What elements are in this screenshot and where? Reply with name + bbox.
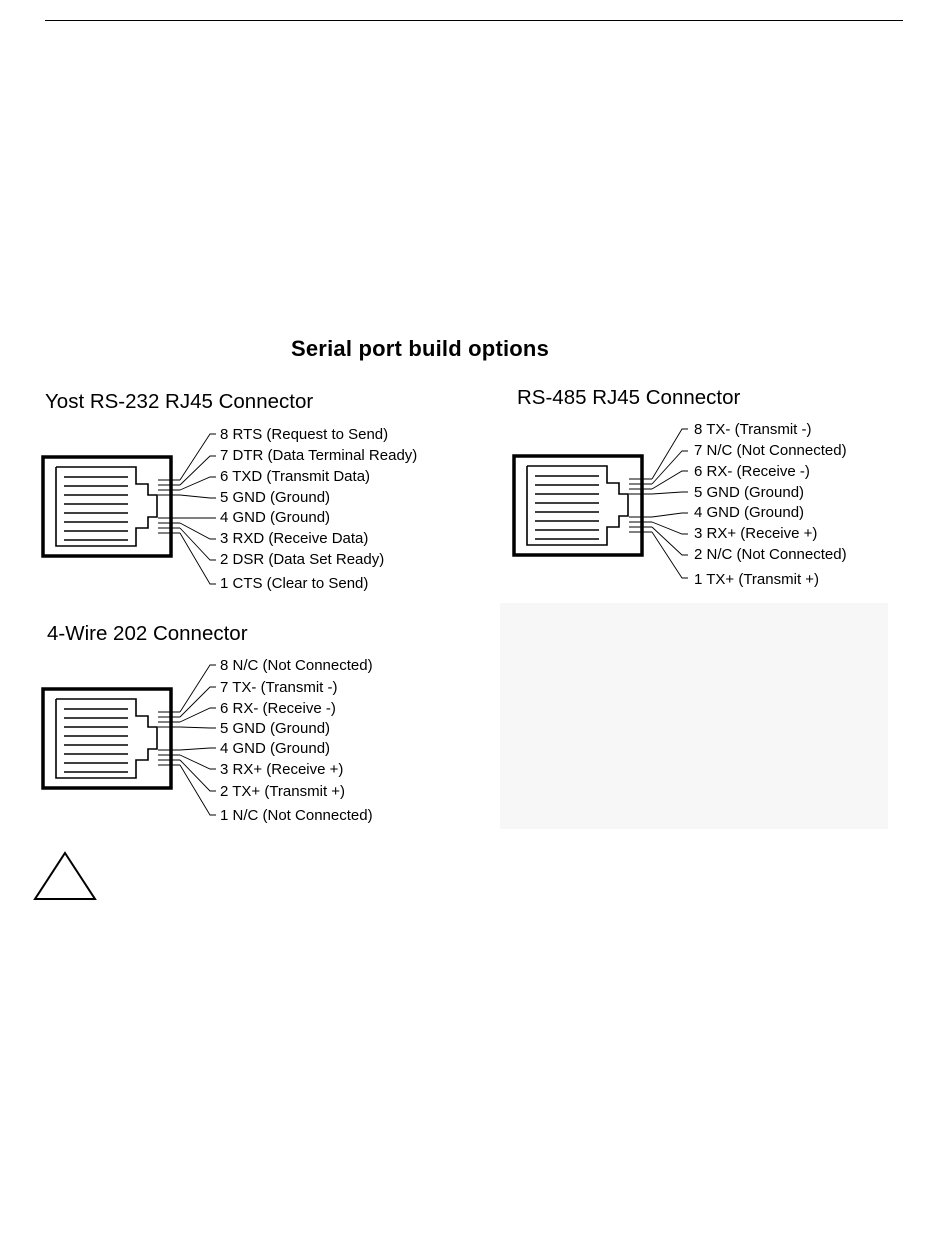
pin-leader-lines bbox=[180, 434, 216, 584]
connector-4wire-202 bbox=[43, 622, 373, 824]
rj45-jack-icon bbox=[43, 689, 180, 788]
pin-label: 1 N/C (Not Connected) bbox=[220, 807, 373, 824]
pin-label: 8 N/C (Not Connected) bbox=[220, 657, 373, 674]
pin-label: 3 RX+ (Receive +) bbox=[694, 525, 818, 542]
connector-heading: 4-Wire 202 Connector bbox=[47, 622, 248, 645]
pin-label: 5 GND (Ground) bbox=[220, 489, 331, 506]
pin-label: 1 CTS (Clear to Send) bbox=[220, 575, 369, 592]
warning-triangle-icon bbox=[33, 851, 97, 901]
pin-label: 1 TX+ (Transmit +) bbox=[694, 571, 820, 588]
pin-label: 3 RXD (Receive Data) bbox=[220, 530, 369, 547]
pin-label: 6 TXD (Transmit Data) bbox=[220, 468, 371, 485]
pin-leader-lines bbox=[652, 429, 688, 578]
pin-label: 4 GND (Ground) bbox=[220, 509, 331, 526]
pin-label: 2 DSR (Data Set Ready) bbox=[220, 551, 385, 568]
pin-label: 8 RTS (Request to Send) bbox=[220, 426, 389, 443]
figure-title: Serial port build options bbox=[291, 336, 549, 361]
pin-leader-lines bbox=[180, 665, 216, 815]
pin-label: 7 TX- (Transmit -) bbox=[220, 679, 338, 696]
rj45-jack-icon bbox=[514, 456, 652, 555]
pin-label: 2 N/C (Not Connected) bbox=[694, 546, 847, 563]
pin-label: 6 RX- (Receive -) bbox=[694, 463, 810, 480]
pin-label: 5 GND (Ground) bbox=[220, 720, 331, 737]
pin-label: 4 GND (Ground) bbox=[220, 740, 331, 757]
pin-list bbox=[694, 421, 847, 588]
pin-label: 5 GND (Ground) bbox=[694, 484, 805, 501]
connector-heading: RS-485 RJ45 Connector bbox=[517, 386, 741, 409]
rj45-jack-icon bbox=[43, 457, 180, 556]
pin-list bbox=[220, 657, 373, 824]
pin-label: 2 TX+ (Transmit +) bbox=[220, 783, 346, 800]
connector-heading: Yost RS-232 RJ45 Connector bbox=[45, 390, 314, 413]
pin-label: 7 DTR (Data Terminal Ready) bbox=[220, 447, 418, 464]
connector-rs485 bbox=[514, 386, 847, 588]
pin-label: 7 N/C (Not Connected) bbox=[694, 442, 847, 459]
pin-label: 4 GND (Ground) bbox=[694, 504, 805, 521]
pin-label: 3 RX+ (Receive +) bbox=[220, 761, 344, 778]
pin-label: 8 TX- (Transmit -) bbox=[694, 421, 812, 438]
pin-list bbox=[220, 426, 417, 592]
connector-rs232 bbox=[43, 390, 417, 592]
pin-label: 6 RX- (Receive -) bbox=[220, 700, 336, 717]
